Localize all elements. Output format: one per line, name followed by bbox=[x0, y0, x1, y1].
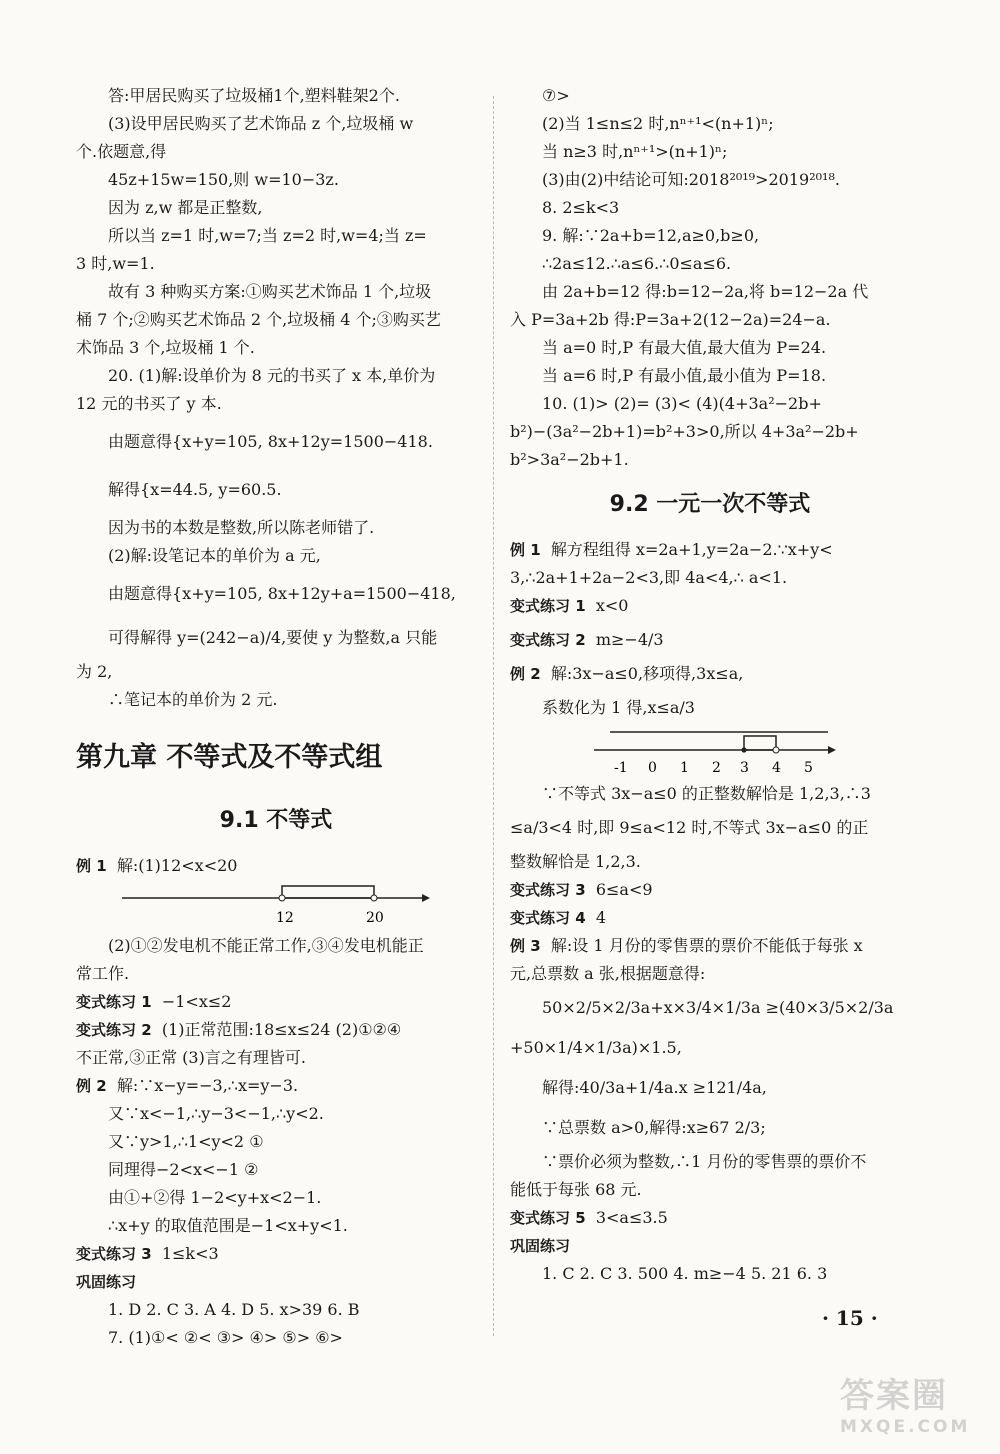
example-label: 例 2 bbox=[76, 1077, 107, 1095]
practice-label: 变式练习 3 bbox=[510, 881, 586, 899]
practice-label: 变式练习 5 bbox=[510, 1209, 586, 1227]
text-line: (1)正常范围:18≤x≤24 (2)①②④ bbox=[161, 1020, 402, 1039]
text-line: x<0 bbox=[595, 596, 629, 615]
watermark-url: MXQE.COM bbox=[840, 1417, 971, 1437]
text-line: ∴笔记本的单价为 2 元. bbox=[108, 690, 278, 709]
text-line: 8. 2≤k<3 bbox=[542, 198, 620, 217]
formula-line: 解得:40/3a+1/4a.x ≥121/4a, bbox=[542, 1078, 767, 1097]
formula-line: 50×2/5×2/3a+x×3/4×1/3a ≥(40×3/5×2/3a bbox=[542, 998, 894, 1017]
text-line: ∴2a≤12.∴a≤6.∴0≤a≤6. bbox=[542, 254, 732, 273]
answer-line: 1. C 2. C 3. 500 4. m≥−4 5. 21 6. 3 bbox=[542, 1264, 828, 1283]
formula-line: ∵总票数 a>0,解得:x≥67 2/3; bbox=[542, 1118, 766, 1137]
text-line: 由 2a+b=12 得:b=12−2a,将 b=12−2a 代 bbox=[542, 282, 869, 301]
text-line: (3)由(2)中结论可知:2018²⁰¹⁹>2019²⁰¹⁸. bbox=[542, 170, 840, 189]
text-line: ∵票价必须为整数,∴1 月份的零售票的票价不 bbox=[542, 1152, 867, 1171]
answer-line: 7. (1)①< ②< ③> ④> ⑤> ⑥> bbox=[108, 1328, 343, 1347]
text-line: b²)−(3a²−2b+1)=b²+3>0,所以 4+3a²−2b+ bbox=[510, 422, 859, 441]
text-line: 能低于每张 68 元. bbox=[510, 1180, 642, 1199]
text-line: 术饰品 3 个,垃圾桶 1 个. bbox=[76, 338, 255, 357]
text-line: 解方程组得 x=2a+1,y=2a−2.∵x+y< bbox=[550, 540, 833, 559]
tick-label: 5 bbox=[804, 760, 813, 776]
watermark-logo bbox=[840, 1368, 990, 1450]
text-line: 解:3x−a≤0,移项得,3x≤a, bbox=[550, 664, 744, 683]
text-line: 1≤k<3 bbox=[161, 1244, 219, 1263]
exercise-heading: 巩固练习 bbox=[76, 1273, 137, 1291]
text-line: 因为书的本数是整数,所以陈老师错了. bbox=[108, 518, 375, 537]
text-line: 为 2, bbox=[76, 662, 113, 681]
text-line: 又∵x<−1,∴y−3<−1,∴y<2. bbox=[108, 1104, 324, 1123]
text-line: 4 bbox=[595, 908, 607, 927]
exercise-heading: 巩固练习 bbox=[510, 1237, 571, 1255]
example-label: 例 3 bbox=[510, 937, 541, 955]
page-number: · 15 · bbox=[822, 1306, 878, 1330]
text-line: 系数化为 1 得,x≤a/3 bbox=[542, 698, 695, 717]
text-line: −1<x≤2 bbox=[161, 992, 232, 1011]
text-line: 10. (1)> (2)= (3)< (4)(4+3a²−2b+ bbox=[542, 394, 822, 413]
practice-label: 变式练习 4 bbox=[510, 909, 586, 927]
text-line: 当 a=0 时,P 有最大值,最大值为 P=24. bbox=[542, 338, 827, 357]
example-label: 例 1 bbox=[510, 541, 541, 559]
practice-label: 变式练习 3 bbox=[76, 1245, 152, 1263]
text-line: 元,总票数 a 张,根据题意得: bbox=[510, 964, 706, 983]
text-line: 桶 7 个;②购买艺术饰品 2 个,垃圾桶 4 个;③购买艺 bbox=[76, 310, 441, 329]
practice-label: 变式练习 2 bbox=[76, 1021, 152, 1039]
equation-system: 由题意得{x+y=105, 8x+12y+a=1500−418, bbox=[108, 584, 456, 603]
chapter-title: 第九章 不等式及不等式组 bbox=[76, 742, 383, 773]
tick-label: 3 bbox=[740, 760, 749, 776]
text-line: 3,∴2a+1+2a−2<3,即 4a<4,∴ a<1. bbox=[510, 568, 788, 587]
tick-label: 4 bbox=[772, 760, 781, 776]
practice-label: 变式练习 1 bbox=[76, 993, 152, 1011]
tick-label: 2 bbox=[712, 760, 721, 776]
text-line: (2)解:设笔记本的单价为 a 元, bbox=[108, 546, 321, 565]
text-line: 当 n≥3 时,nⁿ⁺¹>(n+1)ⁿ; bbox=[542, 142, 728, 161]
equation-system: 解得{x=44.5, y=60.5. bbox=[108, 480, 282, 499]
left-column bbox=[76, 82, 476, 1352]
text-line: ⑦> bbox=[542, 86, 570, 105]
equation-system: 由题意得{x+y=105, 8x+12y=1500−418. bbox=[108, 432, 433, 451]
tick-label: 20 bbox=[366, 910, 384, 926]
text-line: 所以当 z=1 时,w=7;当 z=2 时,w=4;当 z= bbox=[108, 226, 427, 245]
tick-label: 1 bbox=[680, 760, 689, 776]
text-line: ∵不等式 3x−a≤0 的正整数解恰是 1,2,3,∴3 bbox=[542, 784, 871, 803]
text-line: 同理得−2<x<−1 ② bbox=[108, 1160, 259, 1179]
practice-label: 变式练习 2 bbox=[510, 631, 586, 649]
text-line: ≤a/3<4 时,即 9≤a<12 时,不等式 3x−a≤0 的正 bbox=[510, 818, 869, 837]
text-line: 当 a=6 时,P 有最小值,最小值为 P=18. bbox=[542, 366, 827, 385]
text-line: (3)设甲居民购买了艺术饰品 z 个,垃圾桶 w bbox=[108, 114, 414, 133]
text-line: 9. 解:∵2a+b=12,a≥0,b≥0, bbox=[542, 226, 760, 245]
text-line: 可得解得 y=(242−a)/4,要使 y 为整数,a 只能 bbox=[108, 628, 438, 647]
text-line: 故有 3 种购买方案:①购买艺术饰品 1 个,垃圾 bbox=[108, 282, 432, 301]
right-column bbox=[510, 82, 910, 1288]
watermark-text: 答案圈 bbox=[840, 1376, 948, 1416]
text-line: 答:甲居民购买了垃圾桶1个,塑料鞋架2个. bbox=[108, 86, 400, 105]
section-title: 9.2 一元一次不等式 bbox=[609, 492, 811, 517]
text-line: 由①+②得 1−2<y+x<2−1. bbox=[108, 1188, 322, 1207]
tick-label: 12 bbox=[276, 910, 294, 926]
formula-line: +50×1/4×1/3a)×1.5, bbox=[510, 1038, 682, 1057]
text-line: m≥−4/3 bbox=[595, 630, 664, 649]
text-line: 3<a≤3.5 bbox=[595, 1208, 668, 1227]
text-line: 20. (1)解:设单价为 8 元的书买了 x 本,单价为 bbox=[108, 366, 436, 385]
example-label: 例 2 bbox=[510, 665, 541, 683]
text-line: ∴x+y 的取值范围是−1<x+y<1. bbox=[108, 1216, 348, 1235]
text-line: 解:∵x−y=−3,∴x=y−3. bbox=[116, 1076, 299, 1095]
text-line: b²>3a²−2b+1. bbox=[510, 450, 629, 469]
text-line: 解:(1)12<x<20 bbox=[116, 856, 238, 875]
number-line-1 bbox=[76, 880, 476, 932]
text-line: 又∵y>1,∴1<y<2 ① bbox=[108, 1132, 264, 1151]
example-label: 例 1 bbox=[76, 857, 107, 875]
column-divider bbox=[493, 96, 494, 1336]
text-line: 解:设 1 月份的零售票的票价不能低于每张 x bbox=[550, 936, 863, 955]
practice-label: 变式练习 1 bbox=[510, 597, 586, 615]
text-line: 入 P=3a+2b 得:P=3a+2(12−2a)=24−a. bbox=[510, 310, 831, 329]
text-line: (2)①②发电机不能正常工作,③④发电机能正 bbox=[108, 936, 424, 955]
text-line: 不正常,③正常 (3)言之有理皆可. bbox=[76, 1048, 306, 1067]
text-line: 3 时,w=1. bbox=[76, 254, 155, 273]
tick-label: 0 bbox=[648, 760, 657, 776]
text-line: 个.依题意,得 bbox=[76, 142, 167, 161]
text-line: 6≤a<9 bbox=[595, 880, 653, 899]
text-line: 12 元的书买了 y 本. bbox=[76, 394, 222, 413]
section-title: 9.1 不等式 bbox=[219, 808, 333, 833]
answer-line: 1. D 2. C 3. A 4. D 5. x>39 6. B bbox=[108, 1300, 360, 1319]
text-line: 整数解恰是 1,2,3. bbox=[510, 852, 641, 871]
text-line: 45z+15w=150,则 w=10−3z. bbox=[108, 170, 339, 189]
text-line: 因为 z,w 都是正整数, bbox=[108, 198, 263, 217]
text-line: 常工作. bbox=[76, 964, 130, 983]
text-line: (2)当 1≤n≤2 时,nⁿ⁺¹<(n+1)ⁿ; bbox=[542, 114, 774, 133]
tick-label: -1 bbox=[614, 760, 628, 776]
number-line-2 bbox=[510, 728, 910, 780]
